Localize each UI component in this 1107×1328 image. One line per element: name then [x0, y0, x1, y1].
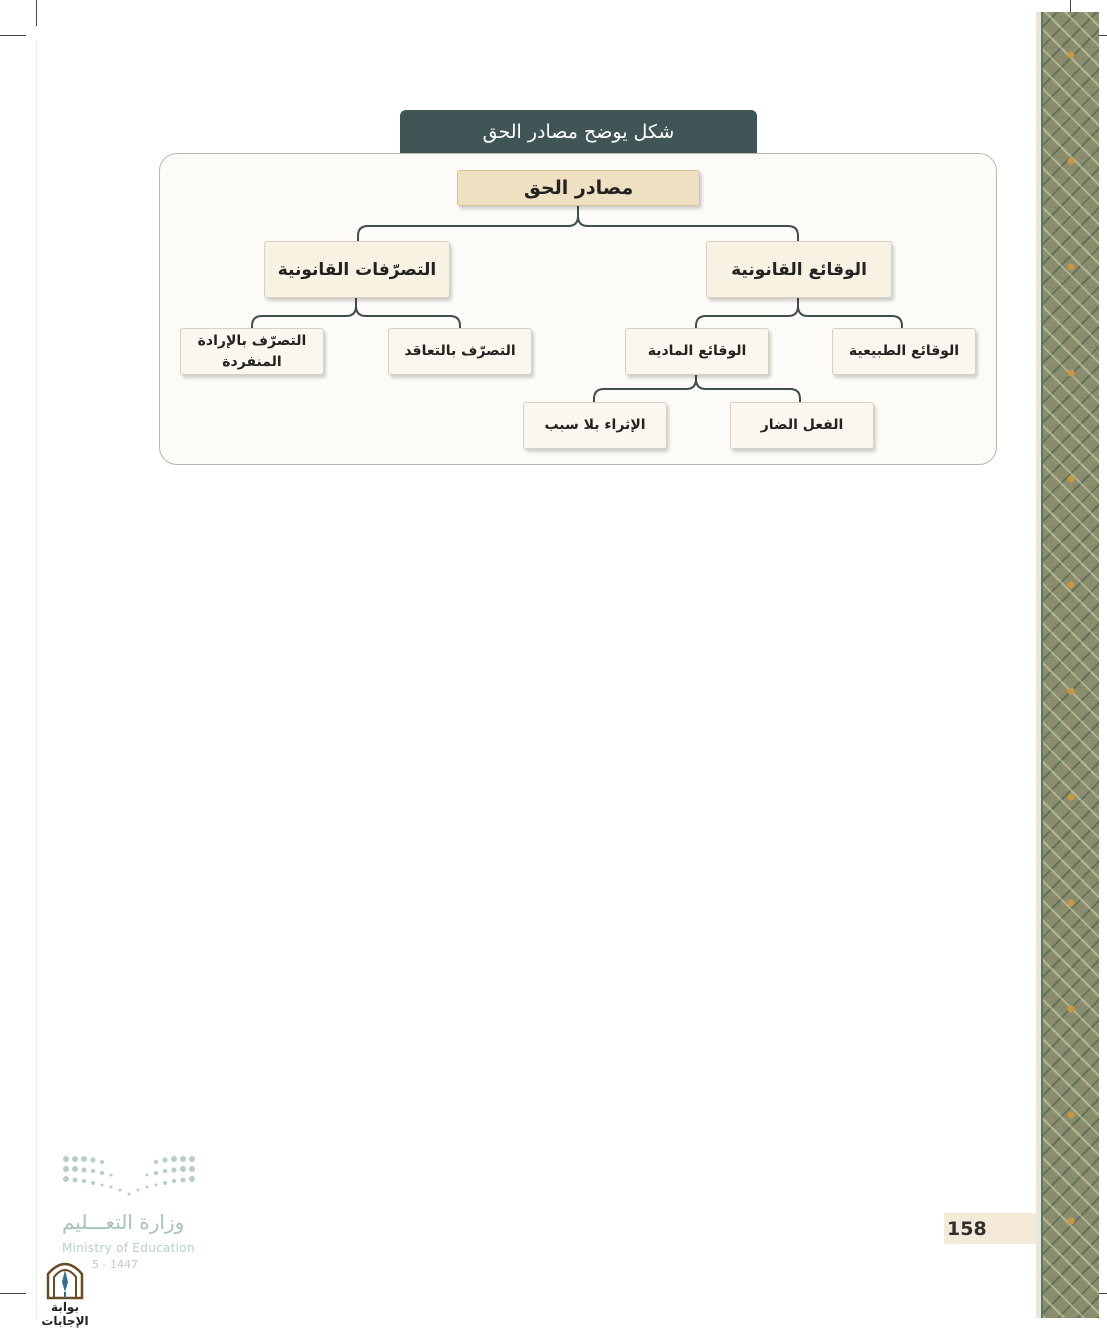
ministry-year: 5 - 1447 [92, 1258, 138, 1271]
node-material-facts: الوقائع المادية [625, 328, 769, 375]
watermark-text: بوابة الإجابات [41, 1300, 89, 1328]
node-natural-facts: الوقائع الطبيعية [832, 328, 976, 375]
diagram-caption: شكل يوضح مصادر الحق [400, 110, 757, 154]
node-contract-act: التصرّف بالتعاقد [388, 328, 532, 375]
ministry-logo-icon [62, 1154, 202, 1200]
node-unilateral-act: التصرّف بالإرادة المنفردة [180, 328, 324, 375]
connector-legal-facts [696, 298, 902, 328]
node-legal-acts: التصرّفات القانونية [264, 241, 450, 298]
node-unjust-enrichment: الإثراء بلا سبب [523, 402, 667, 449]
connector-legal-acts [252, 298, 460, 328]
connector-root [358, 206, 798, 241]
answers-gate-logo-icon [44, 1256, 86, 1300]
connector-material-facts [594, 375, 800, 402]
ministry-name-arabic: وزارة التعـــليم [62, 1210, 185, 1234]
node-harmful-act: الفعل الضار [730, 402, 874, 449]
node-legal-facts: الوقائع القانونية [706, 241, 892, 298]
node-rights-sources: مصادر الحق [457, 170, 700, 206]
page-number: 158 [944, 1213, 1036, 1244]
ministry-name-english: Ministry of Education [62, 1241, 195, 1255]
